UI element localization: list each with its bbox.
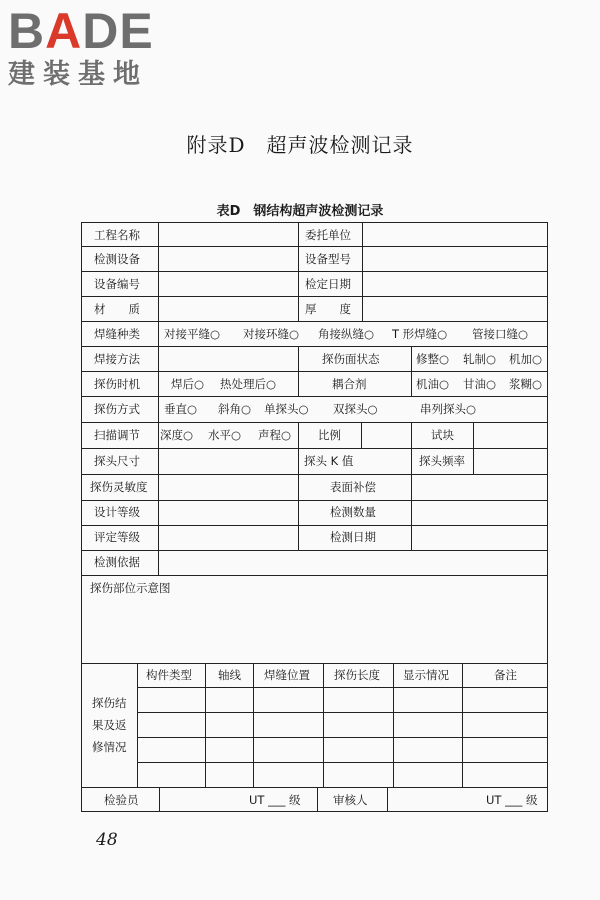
opt-weld-corner: 角接纵缝○ (318, 327, 375, 341)
label-timing: 探伤时机 (94, 377, 140, 391)
results-header-remarks: 备注 (494, 668, 517, 682)
appendix-title: 附录D 超声波检测记录 (186, 133, 414, 157)
opt-method-dual: 双探头○ (333, 402, 378, 416)
label-probe-k: 探头 K 值 (304, 454, 354, 468)
label-project: 工程名称 (94, 228, 140, 242)
label-client: 委托单位 (305, 228, 351, 242)
label-eval-grade: 评定等级 (94, 530, 140, 544)
label-surface-state: 探伤面状态 (322, 352, 380, 366)
label-results-2: 果及返 (92, 718, 127, 732)
label-diagram: 探伤部位示意图 (90, 581, 171, 595)
results-header-display: 显示情况 (403, 668, 449, 682)
opt-weld-t: T 形焊缝○ (392, 327, 448, 341)
opt-weld-pipe: 管接口缝○ (472, 327, 529, 341)
label-calib-date: 检定日期 (305, 277, 351, 291)
opt-weld-flat: 对接平缝○ (164, 327, 221, 341)
label-design-grade: 设计等级 (94, 505, 140, 519)
label-thickness: 厚 度 (305, 302, 351, 316)
opt-couplant-glycerin: 甘油○ (463, 377, 497, 391)
opt-method-single: 单探头○ (264, 402, 309, 416)
opt-method-tandem: 串列探头○ (420, 402, 477, 416)
results-header-member: 构件类型 (146, 668, 192, 682)
label-probe-size: 探头尺寸 (94, 454, 140, 468)
results-header-weld-pos: 焊缝位置 (264, 668, 310, 682)
page-number: 48 (96, 830, 118, 850)
label-material: 材 质 (94, 302, 140, 316)
label-sensitivity: 探伤灵敏度 (90, 480, 148, 494)
opt-couplant-oil: 机油○ (416, 377, 450, 391)
reviewer-ut-grade: UT ___ 级 (486, 793, 538, 807)
opt-surface-rolled: 轧制○ (463, 352, 497, 366)
label-weld-method: 焊接方法 (94, 352, 140, 366)
label-weld-type: 焊缝种类 (94, 327, 140, 341)
results-header-axis: 轴线 (218, 668, 241, 682)
opt-timing-after-heat: 热处理后○ (220, 377, 277, 391)
opt-weld-ring: 对接环缝○ (243, 327, 300, 341)
opt-method-vertical: 垂直○ (164, 402, 198, 416)
label-count: 检测数量 (330, 505, 376, 519)
logo-letters: BADE (8, 3, 154, 59)
opt-surface-machined: 机加○ (509, 352, 543, 366)
label-results-3: 修情况 (92, 740, 127, 754)
inspection-form (81, 222, 548, 812)
opt-method-angle: 斜角○ (218, 402, 252, 416)
label-ratio: 比例 (318, 428, 341, 442)
label-reviewer: 审核人 (333, 793, 368, 807)
label-inspector: 检验员 (104, 793, 139, 807)
label-scan: 扫描调节 (94, 428, 140, 442)
label-method: 探伤方式 (94, 402, 140, 416)
brand-logo (8, 3, 154, 90)
logo-subtitle: 建装基地 (8, 59, 148, 90)
opt-scan-path: 声程○ (258, 428, 292, 442)
opt-surface-trim: 修整○ (416, 352, 450, 366)
label-results-1: 探伤结 (92, 696, 127, 710)
label-surface-comp: 表面补偿 (330, 480, 376, 494)
label-block: 试块 (431, 428, 454, 442)
opt-couplant-paste: 浆糊○ (509, 377, 543, 391)
opt-scan-horizontal: 水平○ (208, 428, 242, 442)
label-model: 设备型号 (305, 252, 351, 266)
table-caption: 表D 钢结构超声波检测记录 (216, 204, 384, 219)
label-couplant: 耦合剂 (332, 377, 367, 391)
label-basis: 检测依据 (94, 555, 140, 569)
label-device: 检测设备 (94, 252, 140, 266)
inspector-ut-grade: UT ___ 级 (249, 793, 301, 807)
label-probe-freq: 探头频率 (419, 454, 465, 468)
label-serial: 设备编号 (94, 277, 140, 291)
label-date: 检测日期 (330, 530, 376, 544)
results-header-length: 探伤长度 (334, 668, 380, 682)
opt-scan-depth: 深度○ (160, 428, 194, 442)
opt-timing-after-weld: 焊后○ (171, 377, 205, 391)
